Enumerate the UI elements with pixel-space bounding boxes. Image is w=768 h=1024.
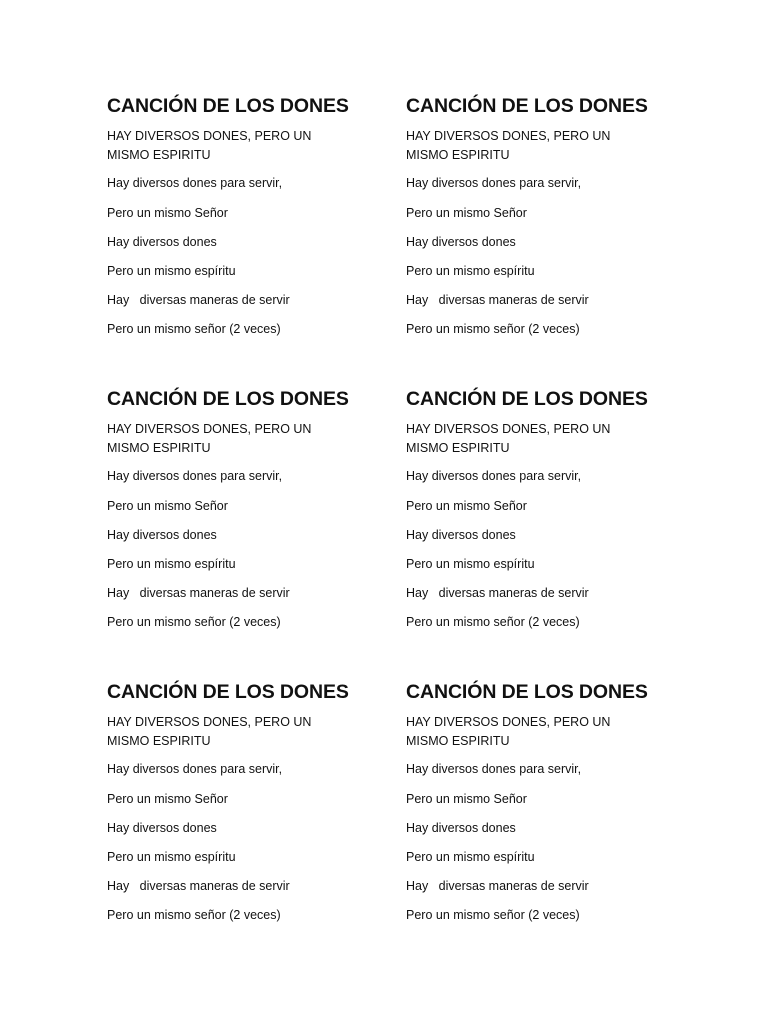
song-title: CANCIÓN DE LOS DONES [107, 388, 349, 410]
lyric-line: Pero un mismo Señor [406, 499, 527, 513]
lyric-line: Pero un mismo espíritu [107, 557, 236, 571]
lyric-line: Pero un mismo Señor [406, 792, 527, 806]
song-subtitle: HAY DIVERSOS DONES, PERO UN MISMO ESPIRITU [406, 422, 611, 455]
lyric-line: Pero un mismo Señor [406, 206, 527, 220]
lyric-line: Hay diversos dones [107, 528, 217, 542]
song-card-1 [107, 94, 357, 336]
lyric-line: Hay diversos dones [406, 528, 516, 542]
song-title: CANCIÓN DE LOS DONES [406, 95, 648, 117]
lyric-line: Hay diversos dones [406, 235, 516, 249]
lyric-line: Pero un mismo espíritu [107, 264, 236, 278]
lyric-line: Hay diversas maneras de servir [107, 586, 290, 600]
lyric-line: Hay diversos dones para servir, [107, 469, 283, 483]
lyric-line: Hay diversas maneras de servir [107, 879, 290, 893]
lyric-line: Pero un mismo señor (2 veces) [107, 615, 281, 629]
lyric-line: Hay diversos dones [107, 821, 217, 835]
lyric-line: Hay diversos dones para servir, [406, 176, 582, 190]
song-card-5 [107, 680, 357, 922]
lyric-line: Pero un mismo señor (2 veces) [406, 908, 580, 922]
song-card-6 [406, 680, 656, 922]
lyric-line: Hay diversas maneras de servir [406, 293, 589, 307]
lyric-line: Pero un mismo señor (2 veces) [107, 322, 281, 336]
lyric-line: Hay diversas maneras de servir [406, 586, 589, 600]
song-title: CANCIÓN DE LOS DONES [107, 681, 349, 703]
lyric-line: Hay diversos dones para servir, [406, 469, 582, 483]
lyric-line: Pero un mismo señor (2 veces) [107, 908, 281, 922]
lyric-line: Pero un mismo señor (2 veces) [406, 615, 580, 629]
song-title: CANCIÓN DE LOS DONES [107, 95, 349, 117]
lyric-line: Pero un mismo espíritu [406, 557, 535, 571]
song-subtitle: HAY DIVERSOS DONES, PERO UN MISMO ESPIRITU [107, 422, 312, 455]
song-card-3 [107, 387, 357, 629]
lyric-line: Pero un mismo espíritu [406, 264, 535, 278]
lyric-line: Pero un mismo Señor [107, 499, 228, 513]
song-subtitle: HAY DIVERSOS DONES, PERO UN MISMO ESPIRITU [406, 715, 611, 748]
lyric-line: Hay diversos dones [406, 821, 516, 835]
song-subtitle: HAY DIVERSOS DONES, PERO UN MISMO ESPIRITU [107, 129, 312, 162]
song-subtitle: HAY DIVERSOS DONES, PERO UN MISMO ESPIRITU [107, 715, 312, 748]
lyric-line: Hay diversas maneras de servir [107, 293, 290, 307]
lyric-line: Hay diversos dones [107, 235, 217, 249]
lyric-line: Pero un mismo señor (2 veces) [406, 322, 580, 336]
lyric-line: Hay diversas maneras de servir [406, 879, 589, 893]
lyric-line: Pero un mismo espíritu [107, 850, 236, 864]
lyric-line: Hay diversos dones para servir, [107, 762, 283, 776]
song-card-4 [406, 387, 656, 629]
song-card-2 [406, 94, 656, 336]
song-subtitle: HAY DIVERSOS DONES, PERO UN MISMO ESPIRITU [406, 129, 611, 162]
song-title: CANCIÓN DE LOS DONES [406, 388, 648, 410]
lyric-line: Pero un mismo Señor [107, 206, 228, 220]
lyric-line: Hay diversos dones para servir, [107, 176, 283, 190]
lyric-line: Pero un mismo Señor [107, 792, 228, 806]
lyric-line: Hay diversos dones para servir, [406, 762, 582, 776]
lyric-line: Pero un mismo espíritu [406, 850, 535, 864]
song-title: CANCIÓN DE LOS DONES [406, 681, 648, 703]
